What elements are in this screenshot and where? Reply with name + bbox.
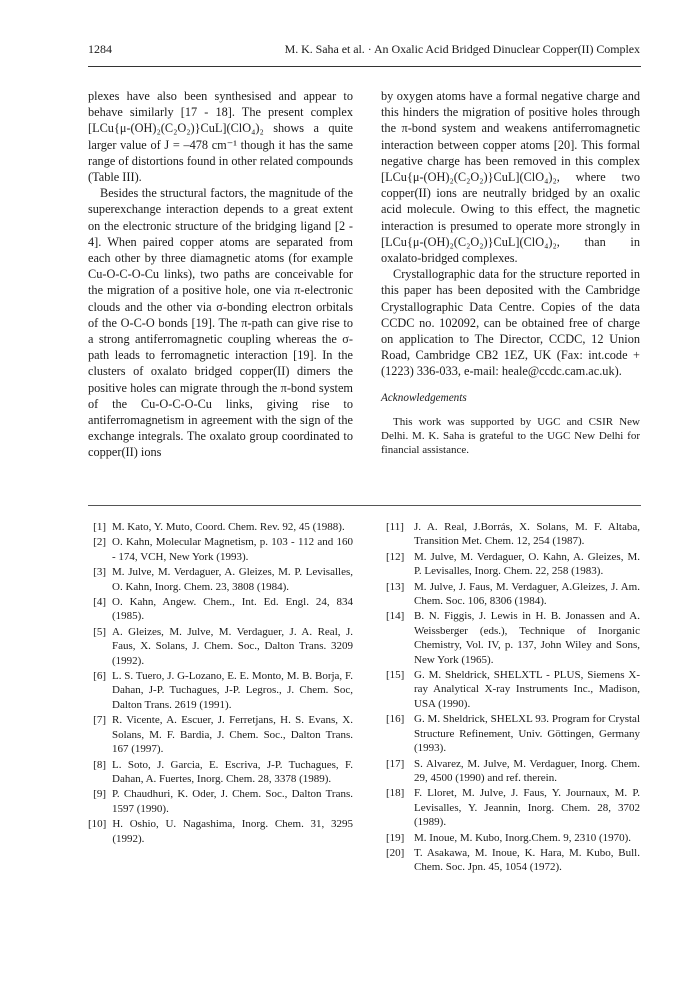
reference-text: T. Asakawa, M. Inoue, K. Hara, M. Kubo, Bull. Chem. Soc. Jpn. 45, 1054 (1972). [414, 846, 640, 874]
reference-item [88, 669, 353, 712]
reference-item [386, 846, 640, 875]
reference-text: P. Chaudhuri, K. Oder, J. Chem. Soc., Dalton Trans. 1597 (1990). [112, 788, 353, 815]
reference-number: [2] [93, 536, 106, 549]
paragraph: by oxygen atoms have a formal negative charge and this hinders the migration of positive holes through the π-bond system and weakens antiferromagnetic interaction between copper atoms [20]. This formal negative charge has been removed in this complex [LCu{μ-(OH)₂(C₂O₂)}CuL](ClO₄)₂, where two copper(II) ions are neutrally bridged by an oxalic acid molecule. Owing to this effect, the magnetic interaction is presumed to operate more strongly in [LCu{μ-(OH)₂(C₂O₂)}CuL](ClO₄)₂, than in oxalato-bridged complexes. [381, 89, 640, 266]
reference-item [88, 713, 353, 756]
reference-number: [19] [386, 831, 405, 844]
running-title: M. K. Saha et al. · An Oxalic Acid Bridged Dinuclear Copper(II) Complex [284, 42, 640, 56]
reference-number: [6] [93, 670, 106, 683]
reference-item [88, 520, 353, 534]
reference-number: [18] [386, 787, 405, 800]
reference-text: G. M. Sheldrick, SHELXL 93. Program for Crystal Structure Refinement, Univ. Göttingen, Germany (1993). [414, 713, 640, 755]
reference-item [386, 712, 640, 755]
reference-number: [11] [386, 521, 404, 533]
reference-item [386, 668, 640, 711]
reference-number: [9] [93, 788, 106, 801]
reference-item [88, 758, 353, 787]
reference-item [88, 787, 353, 816]
reference-item [88, 817, 353, 846]
reference-number: [16] [386, 713, 405, 726]
references-rule [88, 505, 641, 506]
references-left [88, 520, 353, 847]
reference-text: M. Julve, M. Verdaguer, A. Gleizes, M. P. Levisalles, O. Kahn, Inorg. Chem. 23, 3808 (1984). [112, 566, 353, 593]
reference-text: M. Julve, J. Faus, M. Verdaguer, A.Gleizes, J. Am. Chem. Soc. 106, 8306 (1984). [414, 580, 640, 608]
paragraph: plexes have also been synthesised and appear to behave similarly [17 - 18]. The present complex [LCu{μ-(OH)₂(C₂O₂)}CuL](ClO₄)₂ shows a quite larger value of J = –478 cm⁻¹ though it has the same range of distortions found in other related compounds (Table III). [88, 89, 353, 185]
reference-text: A. Gleizes, M. Julve, M. Verdaguer, J. A. Real, J. Faus, X. Solans, J. Chem. Soc., Dalton Trans. 3209 (1992). [112, 625, 353, 667]
reference-number: [13] [386, 580, 405, 593]
paragraph: Crystallographic data for the structure reported in this paper has been deposited with the Cambridge Crystallographic Data Centre. Copies of the data CCDC no. 102092, can be obtained free of charge on application to The Director, CCDC, 12 Union Road, Cambridge CB2 1EZ, UK (Fax: int.code +(1223) 336-033, e-mail: heale@ccdc.cam.ac.uk). [381, 267, 640, 379]
paragraph: Besides the structural factors, the magnitude of the superexchange interaction depends to a great extent on the electronic structure of the bridging ligand [2 - 4]. When paired copper atoms are separated from each other by three diamagnetic atoms (for example Cu-O-C-O-Cu links), two paths are conceivable for the migration of a positive hole, one via π-electronic clouds and the other via σ-bonding electron orbitals of the O-C-O bonds [19]. The π-path can give rise to a strong antiferromagnetic coupling whereas the σ-path leads to ferromagnetic interaction [19]. In the clusters of oxalato bridged copper(II) dimers the positive holes can migrate through the π-bond system of the Cu-O-C-O-Cu links, giving rise to antiferromagnetism in agreement with the sign of the exchange integrals. The oxalato group coordinated to copper(II) ions [88, 186, 353, 460]
reference-number: [4] [93, 596, 106, 609]
reference-item [386, 757, 640, 786]
reference-number: [17] [386, 757, 405, 770]
reference-item [88, 565, 353, 594]
reference-item [386, 831, 640, 845]
running-header [88, 40, 640, 60]
acknowledgements-text: This work was supported by UGC and CSIR New Delhi. M. K. Saha is grateful to the UGC New Delhi for financial assistance. [381, 415, 640, 457]
reference-text: O. Kahn, Angew. Chem., Int. Ed. Engl. 24, 834 (1985). [112, 596, 353, 623]
references-right [386, 520, 640, 876]
reference-text: L. S. Tuero, J. G-Lozano, E. E. Monto, M. B. Borja, F. Dahan, J-P. Tuchagues, J-P. Legros., J. Chem. Soc, Dalton Trans. 2619 (1991). [112, 670, 353, 711]
reference-number: [10] [88, 818, 107, 831]
reference-number: [12] [386, 550, 405, 563]
body-column-left [88, 88, 353, 461]
reference-text: M. Inoue, M. Kubo, Inorg.Chem. 9, 2310 (1970). [414, 831, 632, 844]
header-rule [88, 66, 641, 67]
reference-text: H. Oshio, U. Nagashima, Inorg. Chem. 31, 3295 (1992). [112, 818, 353, 845]
reference-item [88, 625, 353, 668]
reference-number: [8] [93, 758, 106, 771]
reference-text: S. Alvarez, M. Julve, M. Verdaguer, Inorg. Chem. 29, 4500 (1990) and ref. therein. [414, 757, 640, 784]
reference-text: O. Kahn, Molecular Magnetism, p. 103 - 112 and 160 - 174, VCH, New York (1993). [112, 536, 353, 563]
reference-text: F. Lloret, M. Julve, J. Faus, Y. Journaux, M. P. Levisalles, Y. Jeannin, Inorg. Chem. 28, 3702 (1989). [414, 787, 640, 829]
acknowledgements-heading: Acknowledgements [381, 391, 467, 404]
reference-text: L. Soto, J. Garcia, E. Escriva, J-P. Tuchagues, F. Dahan, A. Fuertes, Inorg. Chem. 28, 3378 (1989). [112, 758, 353, 785]
reference-item [88, 595, 353, 624]
reference-text: G. M. Sheldrick, SHELXTL - PLUS, Siemens X-ray Analytical X-ray Instruments Inc., Madison, USA (1990). [414, 669, 640, 710]
reference-number: [20] [386, 846, 405, 859]
reference-text: M. Kato, Y. Muto, Coord. Chem. Rev. 92, 45 (1988). [112, 521, 345, 533]
reference-number: [15] [386, 669, 405, 682]
reference-text: B. N. Figgis, J. Lewis in H. B. Jonassen and A. Weissberger (eds.), Technique of Inorganic Chemistry, Vol. IV, p. 137, John Wiley and Sons, New York (1965). [414, 610, 640, 666]
reference-text: J. A. Real, J.Borrás, X. Solans, M. F. Altaba, Transition Met. Chem. 12, 254 (1987). [414, 521, 640, 548]
reference-number: [14] [386, 610, 405, 623]
reference-number: [1] [93, 521, 106, 533]
reference-text: M. Julve, M. Verdaguer, O. Kahn, A. Gleizes, M. P. Levisalles, Inorg. Chem. 22, 258 (1983). [414, 550, 640, 578]
reference-item [386, 609, 640, 667]
page-number: 1284 [88, 42, 112, 56]
reference-item [386, 786, 640, 829]
reference-text: R. Vicente, A. Escuer, J. Ferretjans, H. S. Evans, X. Solans, M. F. Bardia, J. Chem. Soc., Dalton Trans. 167 (1997). [112, 714, 353, 756]
reference-item [386, 550, 640, 579]
reference-item [386, 520, 640, 549]
reference-number: [7] [93, 714, 106, 727]
reference-item [88, 535, 353, 564]
reference-item [386, 580, 640, 609]
body-column-right [381, 88, 640, 457]
reference-number: [5] [93, 625, 106, 638]
reference-number: [3] [93, 566, 106, 579]
